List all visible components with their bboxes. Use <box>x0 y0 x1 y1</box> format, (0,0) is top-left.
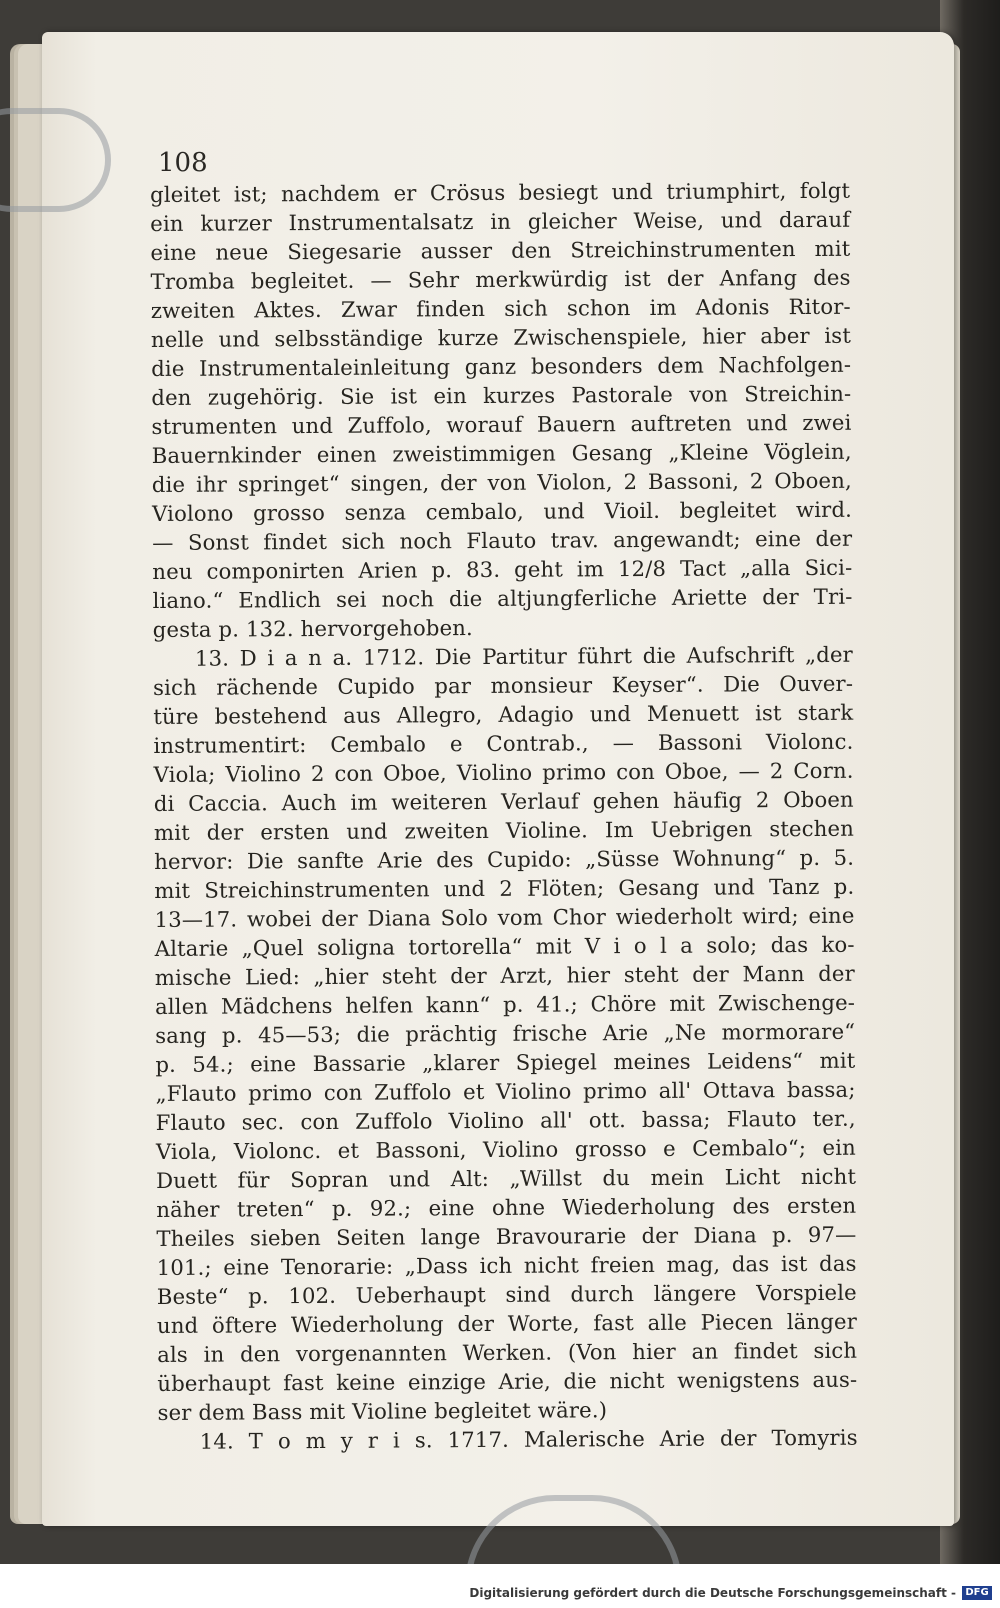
text-line: 13. D i a n a. 1712. Die Partitur führt die Aufschrift „der <box>194 641 853 671</box>
dfg-logo: DFG <box>962 1586 992 1600</box>
text-line: di Caccia. Auch im weiteren Verlauf gehen häufig 2 Oboen <box>153 786 854 816</box>
text-line: türe bestehend aus Allegro, Adagio und Menuett ist stark <box>153 699 854 729</box>
text-line: als in den vorgenannten Werken. (Von hier an findet sich <box>157 1337 858 1367</box>
text-line: Beste“ p. 102. Ueberhaupt sind durch längere Vorspiele <box>156 1279 857 1309</box>
text-line: Viola, Violonc. et Bassoni, Violino grosso e Cembalo“; ein <box>155 1134 856 1164</box>
text-line: strumenten und Zuffolo, worauf Bauern auftreten und zwei <box>151 409 852 439</box>
footer-bar <box>0 1564 1000 1608</box>
text-line: gesta p. 132. hervorgehoben. <box>152 615 473 642</box>
text-line: Tromba begleitet. — Sehr merkwürdig ist der Anfang des <box>150 264 851 294</box>
page-number: 108 <box>158 148 208 178</box>
text-line: 14. T o m y r i s. 1717. Malerische Arie der Tomyris <box>199 1424 858 1454</box>
text-line: — Sonst findet sich noch Flauto trav. angewandt; eine der <box>152 525 853 555</box>
text-line: Duett für Sopran und Alt: „Willst du mein Licht nicht <box>156 1163 857 1193</box>
text-block <box>150 176 858 1456</box>
text-line: mit der ersten und zweiten Violine. Im Uebrigen stechen <box>153 815 855 845</box>
text-line: den zugehörig. Sie ist ein kurzes Pastorale von Streichin- <box>151 380 852 410</box>
text-line: nelle und selbsständige kurze Zwischenspiele, hier aber ist <box>150 322 852 352</box>
text-line: mit Streichinstrumenten und 2 Flöten; Gesang und Tanz p. <box>154 873 855 903</box>
text-line: Flauto sec. con Zuffolo Violino all' ott. bassa; Flauto ter., <box>155 1105 856 1135</box>
text-line: Theiles sieben Seiten lange Bravourarie der Diana p. 97— <box>156 1221 857 1251</box>
text-line: instrumentirt: Cembalo e Contrab., — Bassoni Violonc. <box>153 728 854 758</box>
text-line: Violono grosso senza cembalo, und Vioil. begleitet wird. <box>151 496 853 526</box>
text-line: zweiten Aktes. Zwar finden sich schon im Adonis Ritor- <box>150 293 851 323</box>
text-line: gleitet ist; nachdem er Crösus besiegt und triumphirt, folgt <box>150 177 851 207</box>
text-line: ein kurzer Instrumentalsatz in gleicher Weise, und darauf <box>150 206 851 236</box>
text-line: p. 54.; eine Bassarie „klarer Spiegel meines Leidens“ mit <box>155 1047 856 1077</box>
text-line: 101.; eine Tenorarie: „Dass ich nicht freien mag, das ist das <box>156 1250 857 1280</box>
text-line: sich rächende Cupido par monsieur Keyser“. Die Ouver- <box>153 670 854 700</box>
text-line: liano.“ Endlich sei noch die altjungferliche Ariette der Tri- <box>152 583 853 613</box>
text-line: „Flauto primo con Zuffolo et Violino primo all' Ottava bassa; <box>155 1076 856 1106</box>
text-line: neu componirten Arien p. 83. geht im 12/8 Tact „alla Sici- <box>152 554 853 584</box>
text-line: allen Mädchens helfen kann“ p. 41.; Chöre mit Zwischenge- <box>154 989 856 1019</box>
text-line: mische Lied: „hier steht der Arzt, hier steht der Mann der <box>154 960 855 990</box>
text-line: sang p. 45—53; die prächtig frische Arie „Ne mormorare“ <box>155 1018 856 1048</box>
text-line: überhaupt fast keine einzige Arie, die nicht wenigstens aus- <box>157 1366 858 1396</box>
text-line: Altarie „Quel soligna tortorella“ mit V i o l a solo; das ko- <box>154 931 855 961</box>
text-line: näher treten“ p. 92.; eine ohne Wiederholung des ersten <box>156 1192 857 1222</box>
text-line: ser dem Bass mit Violine begleitet wäre.) <box>157 1397 608 1425</box>
text-line: Viola; Violino 2 con Oboe, Violino primo con Oboe, — 2 Corn. <box>153 757 854 787</box>
footer-credit: Digitalisierung gefördert durch die Deutsche Forschungsgemeinschaft - <box>469 1586 956 1600</box>
text-line: 13—17. wobei der Diana Solo vom Chor wiederholt wird; eine <box>154 902 855 932</box>
paper-clip-top <box>0 108 111 212</box>
text-line: die Instrumentaleinleitung ganz besonders dem Nachfolgen- <box>151 351 852 381</box>
text-line: und öftere Wiederholung der Worte, fast alle Piecen länger <box>156 1308 858 1338</box>
text-line: Bauernkinder einen zweistimmigen Gesang „Kleine Vöglein, <box>151 438 852 468</box>
text-line: eine neue Siegesarie ausser den Streichinstrumenten mit <box>150 235 851 265</box>
text-line: hervor: Die sanfte Arie des Cupido: „Süsse Wohnung“ p. 5. <box>154 844 855 874</box>
text-line: die ihr springet“ singen, der von Violon, 2 Bassoni, 2 Oboen, <box>151 467 852 497</box>
